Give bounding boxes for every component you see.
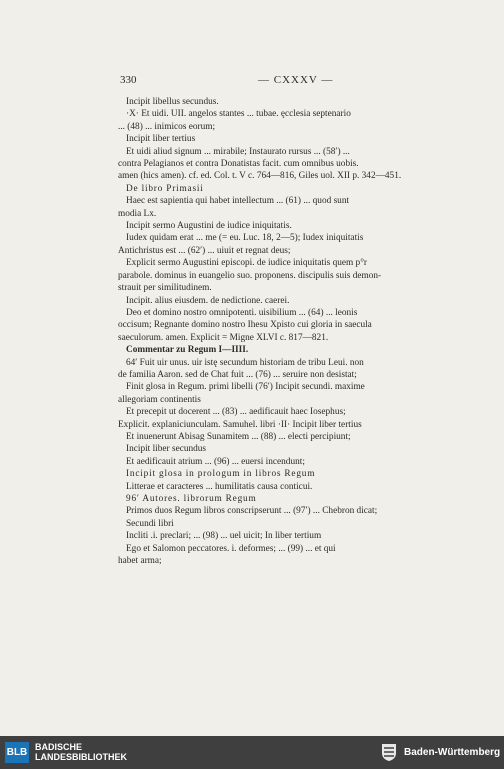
- text-line: Antichristus est ... (62′) ... uiuit et regnat deus;: [118, 245, 291, 256]
- text-line: Haec est sapientia qui habet intellectum ... (61) ... quod sunt: [126, 196, 350, 207]
- text-line: Et uidi aliud signum ... mirabile; Instaurato rursus ... (58′) ...: [126, 146, 350, 157]
- text-line: Explicit. explaniciunculam. Samuhel. libri ·II· Incipit liber tertius: [118, 419, 362, 430]
- text-line: Incipit liber secundus: [126, 444, 207, 455]
- text-line: de familia Aaron. sed de Chat fuit ... (76) ... seruire non desistat;: [118, 369, 357, 380]
- library-name-line2: LANDESBIBLIOTHEK: [35, 752, 127, 762]
- text-line: strauit per similitudinem.: [118, 283, 212, 294]
- text-line: modia Lx.: [118, 208, 157, 219]
- text-line: 96′ Autores. librorum Regum: [126, 494, 257, 504]
- running-head: — CXXXV —: [258, 74, 334, 86]
- text-line: Litterae et caracteres ... humilitatis causa conticui.: [126, 481, 313, 492]
- blb-logo[interactable]: BLB: [5, 742, 29, 763]
- text-line: Secundi libri: [126, 518, 174, 529]
- text-line: amen (hics amen). cf. ed. Col. t. V c. 764—816, Giles uol. XII p. 342—451.: [118, 171, 402, 182]
- page-number: 330: [120, 74, 137, 86]
- text-line: Explicit sermo Augustini episcopi. de iudice iniquitatis quem p°r: [126, 258, 368, 269]
- library-name-line1: BADISCHE: [35, 742, 83, 752]
- text-line: Incipit sermo Augustini de iudice iniquitatis.: [126, 221, 292, 232]
- text-line: saeculorum. amen. Explicit = Migne XLVI c. 817—821.: [118, 332, 329, 343]
- text-line: parabole. dominus in euangelio suo. proponens. discipulis suis demon-: [118, 270, 382, 281]
- text-line: ... (48) ... inimicos eorum;: [118, 121, 216, 132]
- text-line: allegoriam continentis: [118, 394, 201, 405]
- text-line: habet arma;: [118, 556, 162, 567]
- text-line: Incipit libellus secundus.: [126, 97, 219, 107]
- text-line: Incliti .i. preclari; ... (98) ... uel uicit; In liber tertium: [126, 531, 322, 542]
- text-line: occisum; Regnante domino nostro Ihesu Xpisto cui gloria in saecula: [118, 320, 372, 331]
- state-name[interactable]: Baden-Württemberg: [404, 747, 501, 758]
- text-line: 64′ Fuit uir unus. uir istę secundum historiam de tribu Leui. non: [126, 357, 364, 368]
- text-line: Et aedificauit atrium ... (96) ... euersi incendunt;: [126, 456, 305, 467]
- footer-bar: [0, 736, 504, 769]
- text-line: Incipit glosa in prologum in libros Regum: [126, 469, 316, 480]
- library-name[interactable]: [35, 742, 127, 762]
- text-line: Deo et domino nostro omnipotenti. uisibilium ... (64) ... leonis: [126, 307, 358, 318]
- coat-of-arms-icon: [380, 742, 398, 762]
- text-line: Incipit. alius eiusdem. de nedictione. caerei.: [126, 295, 290, 306]
- text-line: Et precepit ut docerent ... (83) ... aedificauit haec Iosephus;: [126, 407, 346, 418]
- page-body: [118, 96, 452, 567]
- text-line: Ego et Salomon peccatores. i. deformes; ... (99) ... et qui: [126, 543, 336, 554]
- text-line: Finit glosa in Regum. primi libelli (76′) Incipit secundi. maxime: [126, 382, 365, 393]
- text-line: contra Pelagianos et contra Donatistas facit. cum omnibus uobis.: [118, 159, 359, 170]
- text-line: Primos duos Regum libros conscripserunt ... (97′) ... Chebron dicat;: [126, 506, 378, 517]
- text-line: Et inuenerunt Abisag Sunamitem ... (88) ... electi percipiunt;: [126, 431, 351, 442]
- text-line: De libro Primasii: [126, 183, 204, 194]
- text-line: Iudex quidam erat ... me (= eu. Luc. 18, 2—5); Iudex iniquitatis: [126, 233, 364, 244]
- text-line: ·X· Et uidi. UII. angelos stantes ... tubae. ęcclesia septenario: [126, 109, 351, 120]
- text-line: Commentar zu Regum I—IIII.: [126, 345, 249, 356]
- text-line: Incipit liber tertius: [126, 134, 196, 145]
